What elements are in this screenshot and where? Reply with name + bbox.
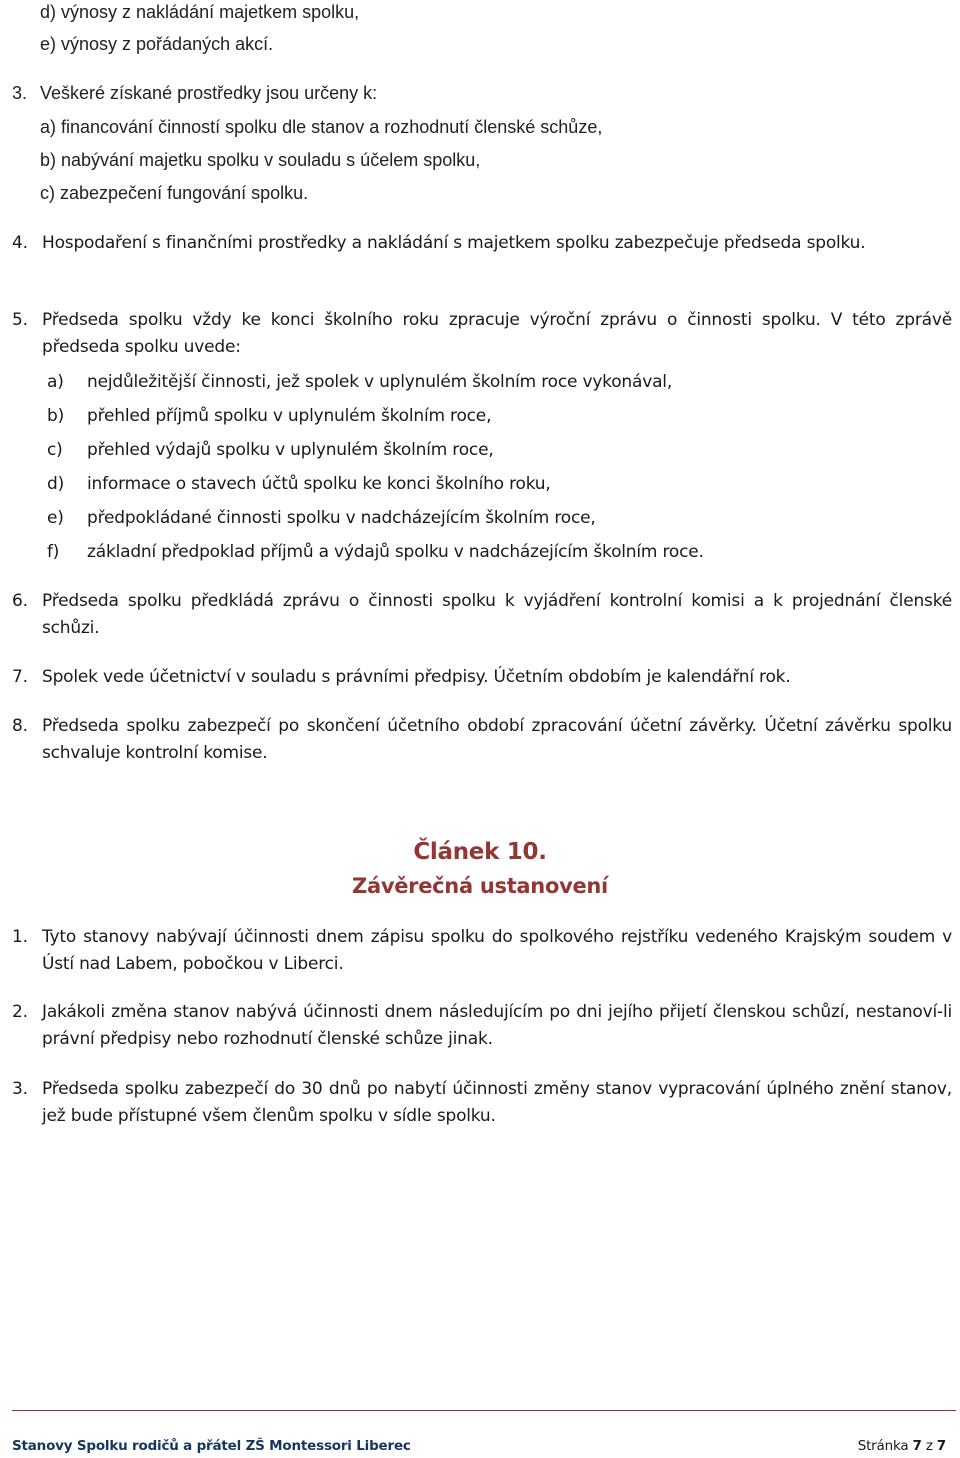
paragraph-number: 5. [12, 310, 28, 330]
list-item: d) výnosy z nakládání majetkem spolku, [40, 2, 360, 22]
paragraph-5 [12, 307, 952, 361]
footer-page-number [858, 1438, 946, 1454]
list-letter: c) [47, 440, 63, 460]
paragraph-6 [12, 588, 952, 642]
paragraph-text: Veškeré získané prostředky jsou určeny k: [40, 83, 378, 103]
paragraph-number: 4. [12, 233, 28, 253]
paragraph-4 [12, 230, 952, 257]
footer-document-title: Stanovy Spolku rodičů a přátel ZŠ Montessori Liberec [12, 1438, 411, 1454]
final-provision-3 [12, 1076, 952, 1130]
paragraph-number: 7. [12, 667, 28, 687]
paragraph-text: Předseda spolku vždy ke konci školního roku zpracuje výroční zprávu o činnosti spolku. V této zprávě předseda spolku uvede: [42, 310, 952, 357]
paragraph-text: Tyto stanovy nabývají účinnosti dnem zápisu spolku do spolkového rejstříku vedeného Krajským soudem v Ústí nad Labem, pobočkou v Liberci. [42, 927, 952, 974]
list-text: přehled výdajů spolku v uplynulém školním roce, [87, 440, 494, 460]
paragraph-number: 2. [12, 1002, 28, 1022]
list-item: a) financování činností spolku dle stanov a rozhodnutí členské schůze, [40, 117, 603, 137]
list-item: b) nabývání majetku spolku v souladu s účelem spolku, [40, 150, 481, 170]
list-item [47, 505, 596, 531]
list-item: e) výnosy z pořádaných akcí. [40, 34, 274, 54]
list-text: nejdůležitější činnosti, jež spolek v uplynulém školním roce vykonával, [87, 372, 673, 392]
list-letter: d) [47, 474, 65, 494]
list-item [47, 369, 672, 395]
list-item: c) zabezpečení fungování spolku. [40, 183, 309, 203]
paragraph-text: Předseda spolku předkládá zprávu o činnosti spolku k vyjádření kontrolní komisi a k projednání členské schůzi. [42, 591, 952, 638]
list-letter: e) [47, 508, 64, 528]
paragraph-text: Hospodaření s finančními prostředky a nakládání s majetkem spolku zabezpečuje předseda spolku. [42, 233, 866, 253]
paragraph-number: 1. [12, 927, 28, 947]
paragraph-7 [12, 664, 952, 691]
final-provision-1 [12, 924, 952, 978]
list-item [47, 437, 494, 463]
final-provision-2 [12, 999, 952, 1053]
list-text: přehled příjmů spolku v uplynulém školním roce, [87, 406, 492, 426]
page-total: 7 [936, 1438, 946, 1454]
article-subtitle: Závěrečná ustanovení [352, 874, 608, 898]
list-text: základní předpoklad příjmů a výdajů spolku v nadcházejícím školním roce. [87, 542, 704, 562]
paragraph-text: Předseda spolku zabezpečí do 30 dnů po nabytí účinnosti změny stanov vypracování úplného znění stanov, jež bude přístupné všem členům spolku v sídle spolku. [42, 1079, 952, 1126]
paragraph-number: 6. [12, 591, 28, 611]
list-item [47, 403, 491, 429]
paragraph-text: Spolek vede účetnictví v souladu s právními předpisy. Účetním obdobím je kalendářní rok. [42, 667, 791, 687]
list-item [47, 539, 704, 565]
list-letter: f) [47, 542, 60, 562]
list-letter: b) [47, 406, 65, 426]
paragraph-number: 3. [12, 83, 28, 103]
list-item [47, 471, 551, 497]
paragraph-number: 3. [12, 1079, 28, 1099]
list-text: informace o stavech účtů spolku ke konci školního roku, [87, 474, 551, 494]
paragraph-text: Jakákoli změna stanov nabývá účinnosti dnem následujícím po dni jejího přijetí členskou schůzí, nestanoví-li právní předpisy nebo rozhodnutí členské schůze jinak. [42, 1002, 952, 1049]
page-separator: z [925, 1438, 933, 1454]
paragraph-8 [12, 713, 952, 767]
footer-divider [12, 1410, 956, 1411]
paragraph-text: Předseda spolku zabezpečí po skončení účetního období zpracování účetní závěrky. Účetní závěrku spolku schvaluje kontrolní komise. [42, 716, 952, 763]
page-current: 7 [912, 1438, 922, 1454]
list-text: předpokládané činnosti spolku v nadcházejícím školním roce, [87, 508, 596, 528]
list-letter: a) [47, 372, 64, 392]
page-label: Stránka [857, 1438, 909, 1454]
paragraph-number: 8. [12, 716, 28, 736]
article-title: Článek 10. [413, 839, 547, 865]
